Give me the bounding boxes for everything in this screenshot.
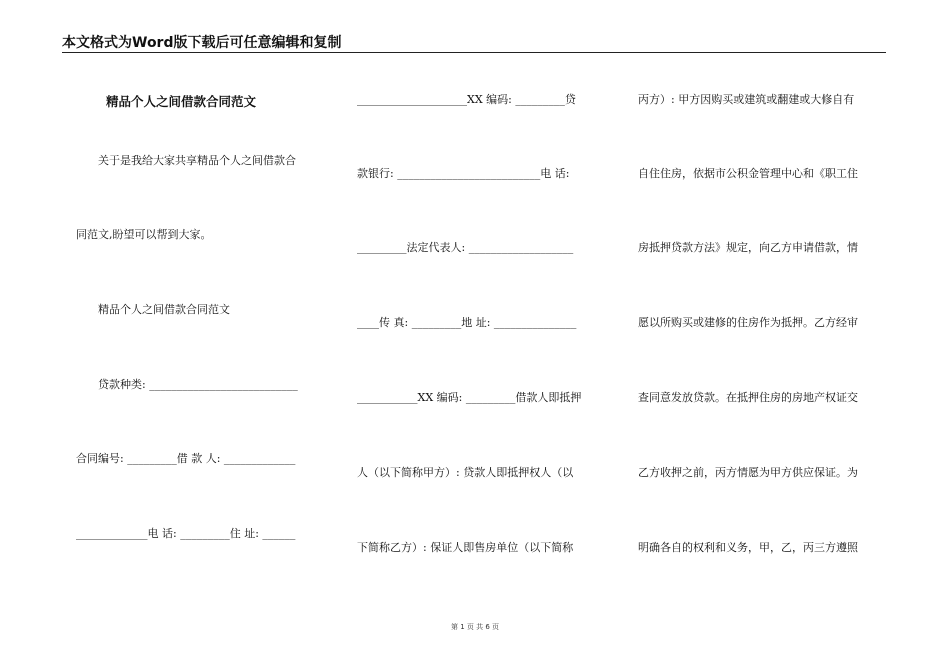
page-number: 第 1 页 共 6 页 bbox=[450, 623, 500, 631]
text-line: 乙方收押之前，丙方情愿为甲方供应保证。为 bbox=[638, 466, 858, 479]
text-line: 房抵押贷款方法》规定，向乙方申请借款，情 bbox=[638, 241, 858, 254]
text-line: 合同编号: _________借 款 人: _____________ bbox=[76, 452, 296, 465]
text-line: 款银行: __________________________电 话: bbox=[357, 167, 570, 180]
text-line: 人（以下简称甲方）: 贷款人即抵押权人（以 bbox=[357, 466, 574, 479]
text-line: 精品个人之间借款合同范文 bbox=[98, 303, 230, 316]
header-text: 本文格式为Word版下载后可任意编辑和复制 bbox=[62, 35, 342, 51]
text-column-2 bbox=[357, 86, 607, 566]
text-line: 丙方）: 甲方因购买或建筑或翻建或大修自有 bbox=[638, 93, 855, 106]
text-column-1 bbox=[76, 86, 326, 566]
text-line: _________法定代表人: ___________________ bbox=[357, 241, 574, 254]
text-line: 查同意发放贷款。在抵押住房的房地产权证交 bbox=[638, 391, 858, 404]
text-line: 明确各自的权利和义务，甲，乙，丙三方遵照 bbox=[638, 541, 858, 554]
text-line: ___________XX 编码: _________借款人即抵押 bbox=[357, 391, 582, 404]
text-line: 下简称乙方）: 保证人即售房单位（以下简称 bbox=[357, 541, 574, 554]
text-line: 同范文,盼望可以帮到大家。 bbox=[76, 228, 212, 241]
text-line: 自住住房，依据市公积金管理中心和《职工住 bbox=[638, 167, 858, 180]
page-header bbox=[62, 34, 886, 53]
text-line: ____________________XX 编码: _________贷 bbox=[357, 93, 576, 106]
text-line: _____________电 话: _________住 址: ______ bbox=[76, 527, 296, 540]
text-line: 贷款种类: ___________________________ bbox=[98, 378, 298, 391]
text-line: 关于是我给大家共享精品个人之间借款合 bbox=[98, 154, 296, 167]
text-line: ____传 真: _________地 址: _______________ bbox=[357, 316, 577, 329]
document-title: 精品个人之间借款合同范文 bbox=[106, 94, 257, 109]
text-column-3 bbox=[638, 86, 888, 566]
text-line: 愿以所购买或建修的住房作为抵押。乙方经审 bbox=[638, 316, 858, 329]
